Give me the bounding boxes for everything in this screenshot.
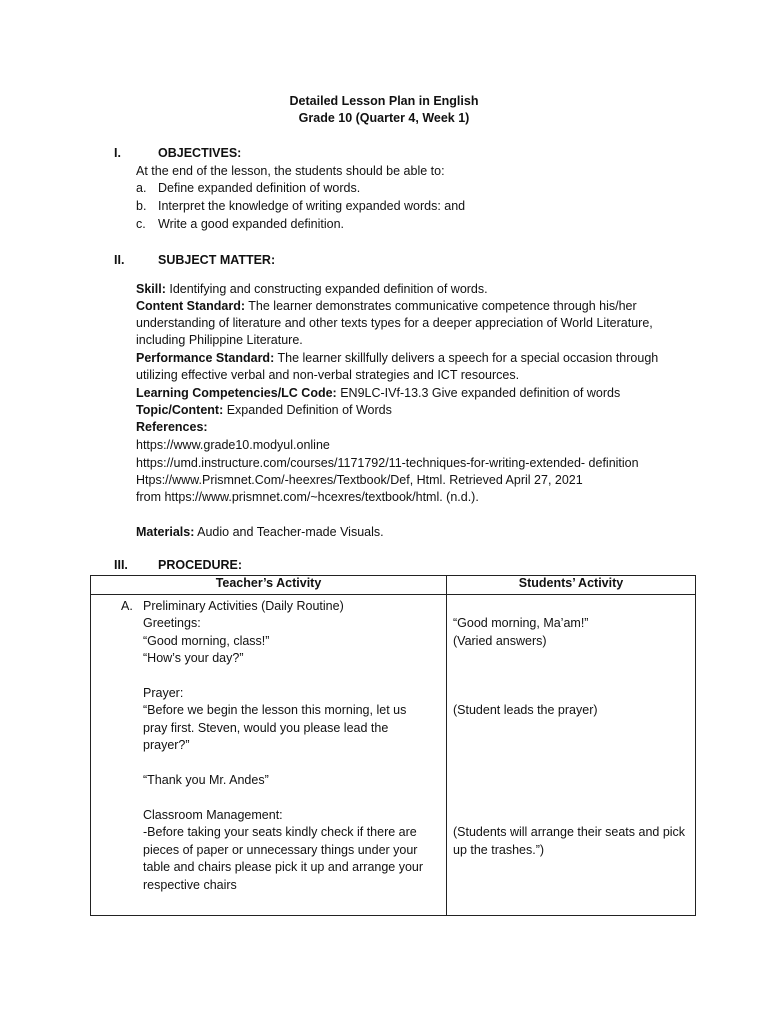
teacher-line: -Before taking your seats kindly check if there are	[143, 825, 417, 839]
objective-item: c. Write a good expanded definition.	[136, 217, 345, 231]
reference-link[interactable]: https://www.grade10.modyul.online	[136, 438, 330, 452]
teacher-line: table and chairs please pick it up and arrange your	[143, 860, 424, 874]
section-marker: A.	[121, 599, 133, 613]
student-line: (Varied answers)	[453, 634, 547, 648]
procedure-table	[90, 575, 696, 916]
materials-line: Materials: Audio and Teacher-made Visuals.	[136, 525, 384, 539]
lc-code-line: Learning Competencies/LC Code: EN9LC-IVf-13.3 Give expanded definition of words	[136, 386, 621, 400]
students-activity-cell	[447, 595, 696, 916]
objectives-heading: I. OBJECTIVES:	[114, 146, 242, 160]
table-row	[91, 595, 696, 916]
student-line: up the trashes.”)	[453, 843, 545, 857]
greetings-label: Greetings:	[143, 616, 201, 630]
prayer-label: Prayer:	[143, 686, 184, 700]
teacher-line: “How’s your day?”	[143, 651, 244, 665]
teacher-line: prayer?”	[143, 738, 190, 752]
subject-matter-heading: II. SUBJECT MATTER:	[114, 253, 276, 267]
document-title: Detailed Lesson Plan in English	[289, 94, 479, 108]
performance-standard-line: utilizing effective verbal and non-verbal strategies and ICT resources.	[136, 368, 520, 382]
teacher-line: pieces of paper or unnecessary things under your	[143, 843, 418, 857]
reference-link[interactable]: Htps://www.Prismnet.Com/-heexres/Textbook/Def, Html. Retrieved April 27, 2021	[136, 473, 583, 487]
student-line: (Student leads the prayer)	[453, 703, 598, 717]
objective-item: a. Define expanded definition of words.	[136, 181, 361, 195]
teacher-line: “Before we begin the lesson this morning, let us	[143, 703, 407, 717]
student-line: “Good morning, Ma’am!”	[453, 616, 589, 630]
performance-standard-line: Performance Standard: The learner skillfully delivers a speech for a special occasion through	[136, 351, 659, 365]
teacher-line: “Thank you Mr. Andes”	[143, 773, 269, 787]
reference-link[interactable]: https://umd.instructure.com/courses/1171792/11-techniques-for-writing-extended- definition	[136, 456, 639, 470]
students-activity-header: Students’ Activity	[447, 576, 696, 595]
content-standard-line: Content Standard: The learner demonstrates communicative competence through his/her	[136, 299, 637, 313]
content-standard-line: including Philippine Literature.	[136, 333, 303, 347]
table-header-row	[91, 576, 696, 595]
student-line: (Students will arrange their seats and pick	[453, 825, 686, 839]
objective-item: b. Interpret the knowledge of writing expanded words: and	[136, 199, 466, 213]
procedure-heading: III. PROCEDURE:	[114, 558, 243, 572]
references-label: References:	[136, 420, 208, 434]
teacher-line: respective chairs	[143, 878, 237, 892]
objectives-intro: At the end of the lesson, the students should be able to:	[136, 164, 445, 178]
skill-line: Skill: Identifying and constructing expanded definition of words.	[136, 282, 488, 296]
prelim-heading: Preliminary Activities (Daily Routine)	[143, 599, 344, 613]
teacher-activity-cell	[91, 595, 447, 916]
classroom-management-label: Classroom Management:	[143, 808, 283, 822]
content-standard-line: understanding of literature and other texts types for a deeper appreciation of World Literature,	[136, 316, 653, 330]
teacher-line: pray first. Steven, would you please lead the	[143, 721, 389, 735]
document-subtitle: Grade 10 (Quarter 4, Week 1)	[298, 111, 470, 125]
teacher-line: “Good morning, class!”	[143, 634, 270, 648]
topic-line: Topic/Content: Expanded Definition of Words	[136, 403, 392, 417]
teacher-activity-header: Teacher’s Activity	[91, 576, 447, 595]
reference-link[interactable]: from https://www.prismnet.com/~hcexres/textbook/html. (n.d.).	[136, 490, 479, 504]
